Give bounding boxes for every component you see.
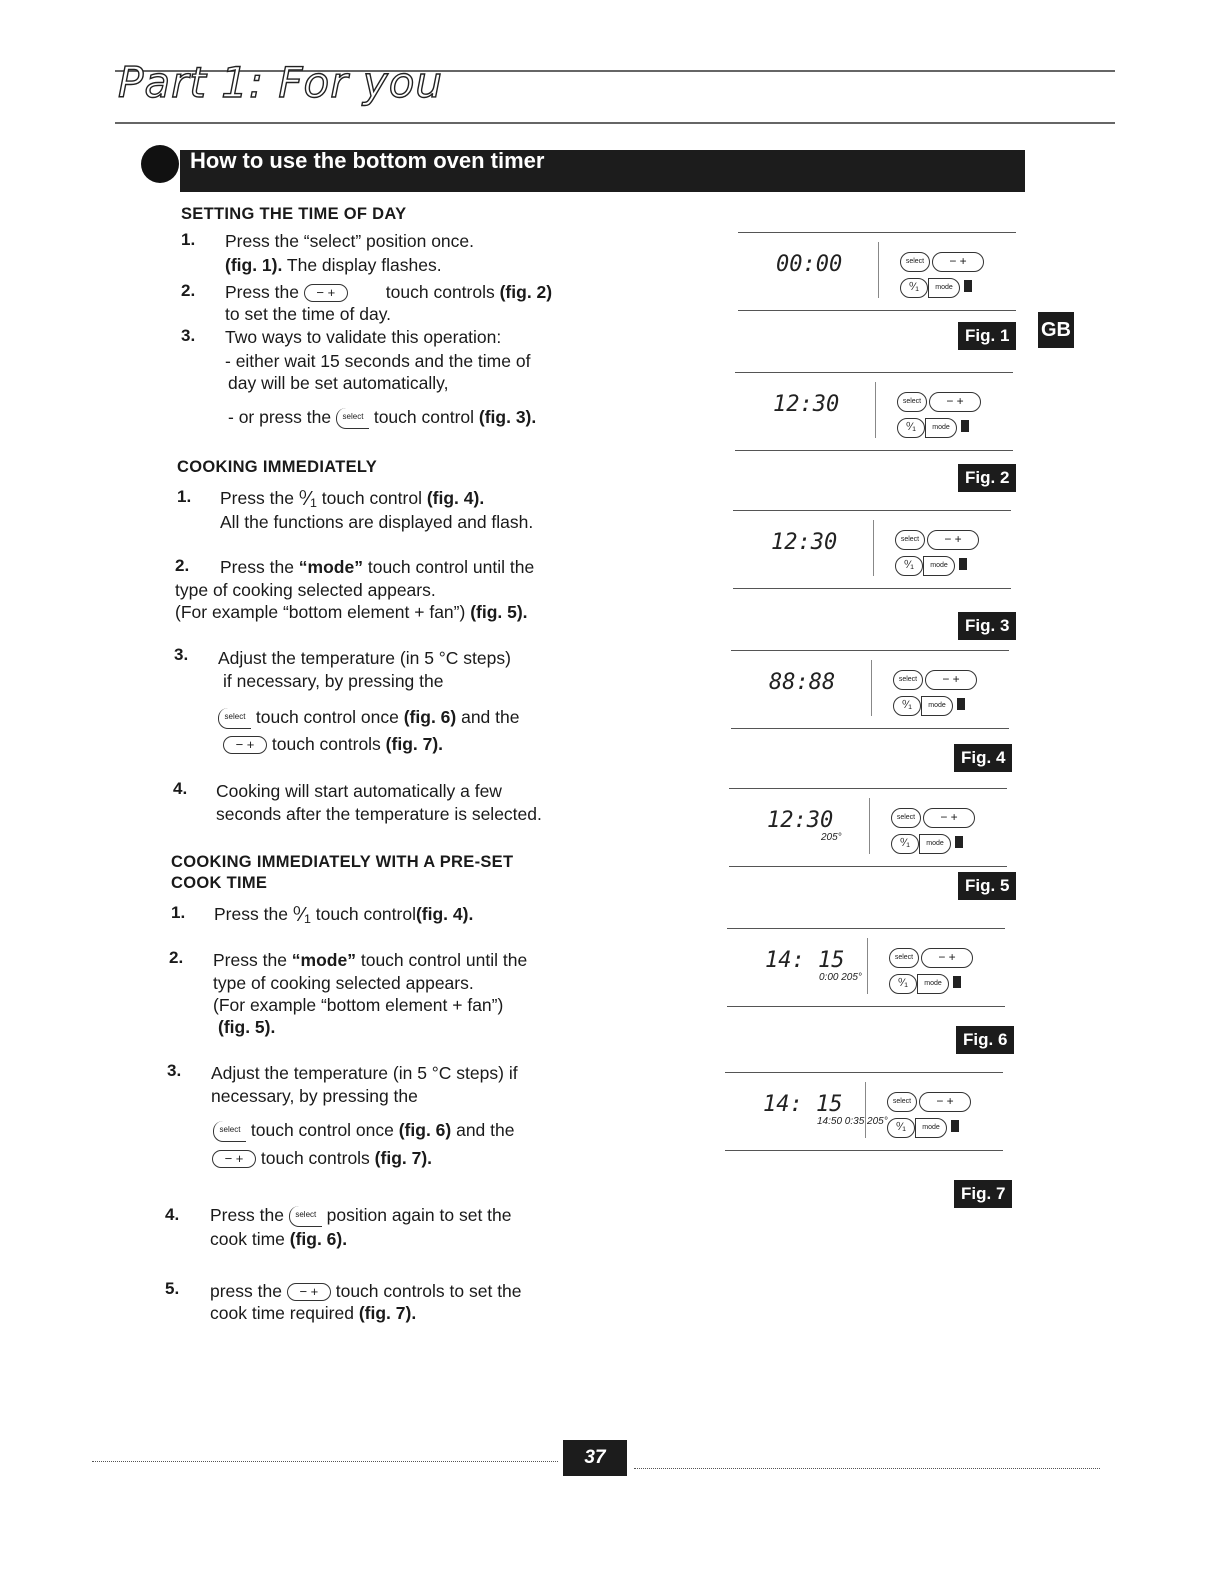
s1-line2a <box>225 281 552 303</box>
oven-icon <box>961 420 969 432</box>
s3-num4: 4. <box>165 1205 180 1224</box>
mode-button[interactable]: mode <box>928 278 960 298</box>
oven-icon <box>955 836 963 848</box>
s3-line3b: necessary, by pressing the <box>211 1086 418 1106</box>
s1-line1a: Press the “select” position once. <box>225 231 475 251</box>
figure-panel <box>733 510 1013 590</box>
mode-button[interactable]: mode <box>923 556 955 576</box>
panel-top-line <box>727 928 1005 929</box>
text: touch controls <box>256 1148 375 1168</box>
s1-num3: 3. <box>181 326 196 345</box>
panel-bottom-line <box>725 1150 1003 1151</box>
text: touch controls to set the <box>330 1281 522 1301</box>
oven-icon <box>964 280 972 292</box>
s3-line4a <box>210 1204 512 1227</box>
figure-label: Fig. 1 <box>958 322 1016 350</box>
fig-ref: (fig. 5). <box>470 602 528 622</box>
s1-heading: SETTING THE TIME OF DAY <box>181 205 407 223</box>
fig-ref: (fig. 7). <box>358 1303 417 1323</box>
minus-plus-button[interactable]: − + <box>929 392 981 412</box>
s3-line2c: (For example “bottom element + fan”) <box>213 995 504 1015</box>
display-sub: 205° <box>821 832 842 843</box>
select-button[interactable]: select <box>900 252 930 272</box>
plus-minus-icon: − + <box>212 1150 256 1168</box>
panel-top-line <box>738 232 1016 233</box>
select-button[interactable]: select <box>887 1092 917 1112</box>
text: press the <box>210 1281 287 1301</box>
display-time: 00:00 <box>776 252 843 277</box>
s3-line2b: type of cooking selected appears. <box>213 973 474 993</box>
text: Press the <box>214 904 293 924</box>
text: (For example “bottom element + fan”) <box>175 602 471 622</box>
oven-icon <box>959 558 967 570</box>
text: touch control once <box>251 707 404 727</box>
s2-line2b: type of cooking selected appears. <box>175 580 436 600</box>
mode-button[interactable]: mode <box>925 418 957 438</box>
s2-line1a <box>220 487 484 510</box>
text: position again to set the <box>321 1205 512 1225</box>
mode-button[interactable]: mode <box>915 1118 947 1138</box>
fig-ref: (fig. 1). <box>225 255 283 275</box>
plus-minus-icon: − + <box>287 1283 331 1301</box>
clock-icon: ⁰⁄₁ <box>292 904 311 927</box>
display-sub: 14:50 0:35 205° <box>817 1116 888 1127</box>
select-icon: select <box>218 708 251 729</box>
mode-word: “mode” <box>298 557 363 577</box>
text: and the <box>451 1120 515 1140</box>
fig-ref: (fig. 4). <box>415 904 474 924</box>
fig-ref: (fig. 2) <box>499 282 553 302</box>
figure-panel <box>725 1072 1005 1152</box>
figure-panel <box>729 788 1009 868</box>
s2-line3a: Adjust the temperature (in 5 °C steps) <box>218 648 511 668</box>
s2-line1b: All the functions are displayed and flash. <box>220 512 534 532</box>
oven-icon <box>953 976 961 988</box>
figure-label: Fig. 6 <box>956 1026 1014 1054</box>
s1-num1: 1. <box>181 230 196 249</box>
footer-dots-left <box>92 1461 558 1462</box>
select-icon: select <box>213 1121 246 1142</box>
s3-heading-1: COOKING IMMEDIATELY WITH A PRE-SET <box>171 853 514 871</box>
s2-line3d <box>223 733 443 755</box>
select-button[interactable]: select <box>891 808 921 828</box>
mode-word: “mode” <box>291 950 356 970</box>
clock-button[interactable]: ⁰⁄₁ <box>889 974 917 994</box>
figure-panel <box>727 928 1007 1008</box>
s1-line3a: Two ways to validate this operation: <box>225 327 502 347</box>
s2-num3: 3. <box>174 645 189 664</box>
text: - or press the <box>228 407 336 427</box>
panel-top-line <box>733 510 1011 511</box>
select-icon: select <box>289 1206 322 1227</box>
s1-line3c: day will be set automatically, <box>228 373 449 393</box>
figure-panel <box>735 372 1015 452</box>
figure-label: Fig. 3 <box>958 612 1016 640</box>
minus-plus-button[interactable]: − + <box>921 948 973 968</box>
part-title: Part 1: For you <box>118 58 444 107</box>
text: Press the <box>220 488 299 508</box>
minus-plus-button[interactable]: − + <box>927 530 979 550</box>
text: Press the <box>225 282 304 302</box>
panel-top-line <box>729 788 1007 789</box>
panel-bottom-line <box>735 450 1013 451</box>
text: cook time <box>210 1229 290 1249</box>
fig-ref: (fig. 7). <box>374 1148 433 1168</box>
panel-top-line <box>725 1072 1003 1073</box>
s1-line3b: - either wait 15 seconds and the time of <box>225 351 531 371</box>
figure-panel <box>738 232 1018 312</box>
select-button[interactable]: select <box>893 670 923 690</box>
s3-line5a <box>210 1280 522 1302</box>
fig-ref: (fig. 7). <box>385 734 444 754</box>
s3-heading-2: COOK TIME <box>171 874 268 892</box>
clock-button[interactable]: ⁰⁄₁ <box>893 696 921 716</box>
mode-button[interactable]: mode <box>917 974 949 994</box>
s3-line1 <box>214 903 473 926</box>
s1-line1b <box>225 254 442 276</box>
clock-button[interactable]: ⁰⁄₁ <box>895 556 923 576</box>
s3-line3a: Adjust the temperature (in 5 °C steps) if <box>211 1063 518 1083</box>
figure-label: Fig. 5 <box>958 872 1016 900</box>
panel-bottom-line <box>733 588 1011 589</box>
s3-line3c <box>213 1119 514 1142</box>
clock-button[interactable]: ⁰⁄₁ <box>891 834 919 854</box>
section-title: How to use the bottom oven timer <box>190 148 545 173</box>
s1-num2: 2. <box>181 281 196 300</box>
s1-line2b: to set the time of day. <box>225 304 392 324</box>
s3-line2d: (fig. 5). <box>218 1017 276 1037</box>
oven-icon <box>957 698 965 710</box>
fig-ref: (fig. 6) <box>398 1120 452 1140</box>
panel-top-line <box>731 650 1009 651</box>
display-time: 12:30 <box>771 530 838 555</box>
page-number: 37 <box>563 1440 627 1476</box>
figure-label: Fig. 2 <box>958 464 1016 492</box>
plus-minus-icon: − + <box>304 284 348 302</box>
s2-line4a: Cooking will start automatically a few <box>216 781 502 801</box>
panel-bottom-line <box>729 866 1007 867</box>
panel-bottom-line <box>731 728 1009 729</box>
text: touch control until the <box>355 950 528 970</box>
text: touch control <box>368 407 479 427</box>
s2-line2c <box>175 601 528 623</box>
clock-button[interactable]: ⁰⁄₁ <box>897 418 925 438</box>
text: touch control once <box>246 1120 399 1140</box>
oven-icon <box>951 1120 959 1132</box>
select-icon: select <box>336 408 369 429</box>
s2-line4b: seconds after the temperature is selected. <box>216 804 542 824</box>
text: Press the <box>213 950 292 970</box>
display-sub: 0:00 205° <box>819 972 862 983</box>
display-time: 14: 15 <box>765 948 845 973</box>
fig-ref: (fig. 3). <box>478 407 537 427</box>
minus-plus-button[interactable]: − + <box>932 252 984 272</box>
minus-plus-button[interactable]: − + <box>925 670 977 690</box>
select-button[interactable]: select <box>889 948 919 968</box>
s2-line3c <box>218 706 519 729</box>
language-tab: GB <box>1038 312 1074 348</box>
clock-button[interactable]: ⁰⁄₁ <box>887 1118 915 1138</box>
s2-line3b: if necessary, by pressing the <box>223 671 444 691</box>
text: Press the <box>210 1205 289 1225</box>
fig-ref: (fig. 6) <box>403 707 457 727</box>
s2-line2a <box>220 556 534 578</box>
s3-num1: 1. <box>171 903 186 922</box>
fig-ref: (fig. 4). <box>426 488 485 508</box>
s3-line4b <box>210 1228 347 1250</box>
panel-bottom-line <box>727 1006 1005 1007</box>
s2-num4: 4. <box>173 779 188 798</box>
text: touch control until the <box>362 557 535 577</box>
text: The display flashes. <box>282 255 442 275</box>
s2-num2: 2. <box>175 556 190 575</box>
s3-line3d <box>212 1147 432 1169</box>
fig-ref: (fig. 6). <box>289 1229 348 1249</box>
s2-heading: COOKING IMMEDIATELY <box>177 458 378 476</box>
text: touch controls <box>385 282 500 302</box>
text: touch control <box>316 488 427 508</box>
text: touch control <box>310 904 416 924</box>
display-time: 14: 15 <box>763 1092 843 1117</box>
clock-icon: ⁰⁄₁ <box>298 488 317 511</box>
s3-line5b <box>210 1302 416 1324</box>
minus-plus-button[interactable]: − + <box>923 808 975 828</box>
display-time: 12:30 <box>767 808 834 833</box>
display-time: 12:30 <box>773 392 840 417</box>
text: Press the <box>220 557 299 577</box>
s3-num3: 3. <box>167 1061 182 1080</box>
s3-num5: 5. <box>165 1279 180 1298</box>
minus-plus-button[interactable]: − + <box>919 1092 971 1112</box>
mode-button[interactable]: mode <box>921 696 953 716</box>
figure-label: Fig. 7 <box>954 1180 1012 1208</box>
plus-minus-icon: − + <box>223 736 267 754</box>
display-time: 88:88 <box>769 670 836 695</box>
section-bullet <box>141 145 179 183</box>
panel-bottom-line <box>738 310 1016 311</box>
mode-button[interactable]: mode <box>919 834 951 854</box>
figure-panel <box>731 650 1011 730</box>
text: cook time required <box>210 1303 359 1323</box>
select-button[interactable]: select <box>895 530 925 550</box>
footer-dots-right <box>634 1468 1100 1469</box>
header-underline <box>115 122 1115 124</box>
panel-top-line <box>735 372 1013 373</box>
figure-label: Fig. 4 <box>954 744 1012 772</box>
s3-num2: 2. <box>169 948 184 967</box>
s1-line3d <box>228 406 536 429</box>
clock-button[interactable]: ⁰⁄₁ <box>900 278 928 298</box>
text: touch controls <box>267 734 386 754</box>
s3-line2a <box>213 949 527 971</box>
s2-num1: 1. <box>177 487 192 506</box>
text: and the <box>456 707 520 727</box>
select-button[interactable]: select <box>897 392 927 412</box>
